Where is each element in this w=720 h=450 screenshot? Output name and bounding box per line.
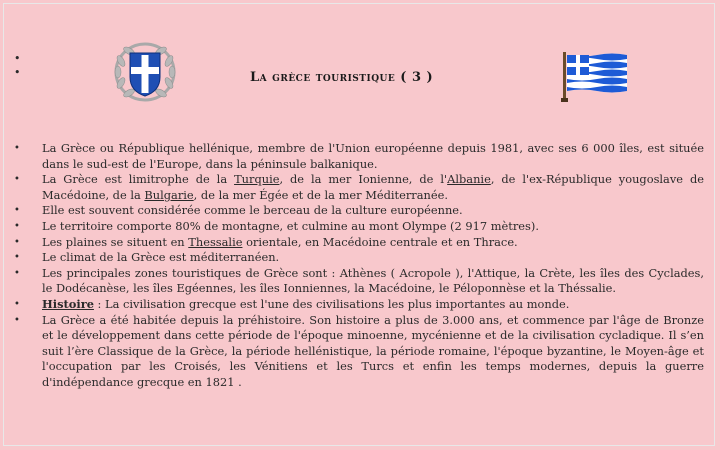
bullet-item bbox=[14, 172, 704, 203]
bullet-text: Le climat de la Grèce est méditerranéen. bbox=[42, 250, 280, 265]
bullet-text: La Grèce a été habitée depuis la préhistoire. Son histoire a plus de 3.000 ans, et commence par l'âge de Bronze et le développement dans cette période de l'époque minoenne, mycénienne et de la civilisation cycladique. Il s’en suit l’ère Classique de la Grèce, la période hellénistique, la période romaine, l'époque byzantine, le Moyen-âge et l'occupation par les Croisés, les Vénitiens et les Turcs et enfin les temps modernes, depuis la guerre d'indépendance grecque en 1821 . bbox=[42, 312, 704, 389]
link-bulgarie[interactable]: Bulgarie bbox=[144, 187, 194, 202]
bullet-item bbox=[14, 141, 704, 172]
bullet-item bbox=[14, 219, 704, 235]
bullet-item bbox=[14, 297, 704, 313]
bullet-list bbox=[14, 141, 704, 391]
slide-title: La grèce touristique ( 3 ) bbox=[250, 70, 434, 85]
bullet-item bbox=[14, 250, 704, 266]
bullet-item bbox=[14, 235, 704, 251]
link-turquie[interactable]: Turquie bbox=[234, 172, 280, 187]
greek-coat-of-arms-icon bbox=[112, 41, 178, 103]
bullet-text: La Grèce est limitrophe de la bbox=[42, 172, 235, 187]
link-albanie[interactable]: Albanie bbox=[447, 172, 491, 187]
bullet-text: , de la mer Égée et de la mer Méditerranée. bbox=[193, 187, 448, 202]
empty-bullet: • bbox=[14, 66, 21, 79]
bullet-text: , de la mer Ionienne, de l' bbox=[279, 172, 448, 187]
empty-bullets bbox=[14, 52, 21, 80]
bullet-item bbox=[14, 266, 704, 297]
greek-flag-icon bbox=[561, 52, 629, 102]
bullet-text: La Grèce ou République hellénique, membre de l'Union européenne depuis 1981, avec ses 6 000 îles, est située dans le sud-est de l'Europe, dans la péninsule balkanique. bbox=[42, 141, 704, 171]
link-histoire[interactable]: Histoire bbox=[42, 296, 94, 311]
bullet-text: Les principales zones touristiques de Grèce sont : Athènes ( Acropole ), l'Attique, la Crète, les îles des Cyclades, le Dodécanèse, les îles Egéennes, les îles Ionniennes, la Macédoine, le Péloponnèse et la Théssalie. bbox=[42, 265, 704, 296]
link-thessalie[interactable]: Thessalie bbox=[188, 234, 243, 249]
bullet-text: , de l'ex-République yougoslave de Macédoine, de la bbox=[42, 172, 704, 202]
bullet-text: : La civilisation grecque est l'une des civilisations les plus importantes au monde. bbox=[93, 296, 570, 311]
empty-bullet: • bbox=[14, 52, 21, 65]
bullet-item bbox=[14, 203, 704, 219]
bullet-text: Le territoire comporte 80% de montagne, et culmine au mont Olympe (2 917 mètres). bbox=[42, 218, 539, 233]
bullet-text: Les plaines se situent en bbox=[42, 234, 189, 249]
bullet-text: orientale, en Macédoine centrale et en Thrace. bbox=[242, 234, 518, 249]
bullet-item bbox=[14, 313, 704, 391]
bullet-text: Elle est souvent considérée comme le berceau de la culture européenne. bbox=[42, 203, 463, 218]
